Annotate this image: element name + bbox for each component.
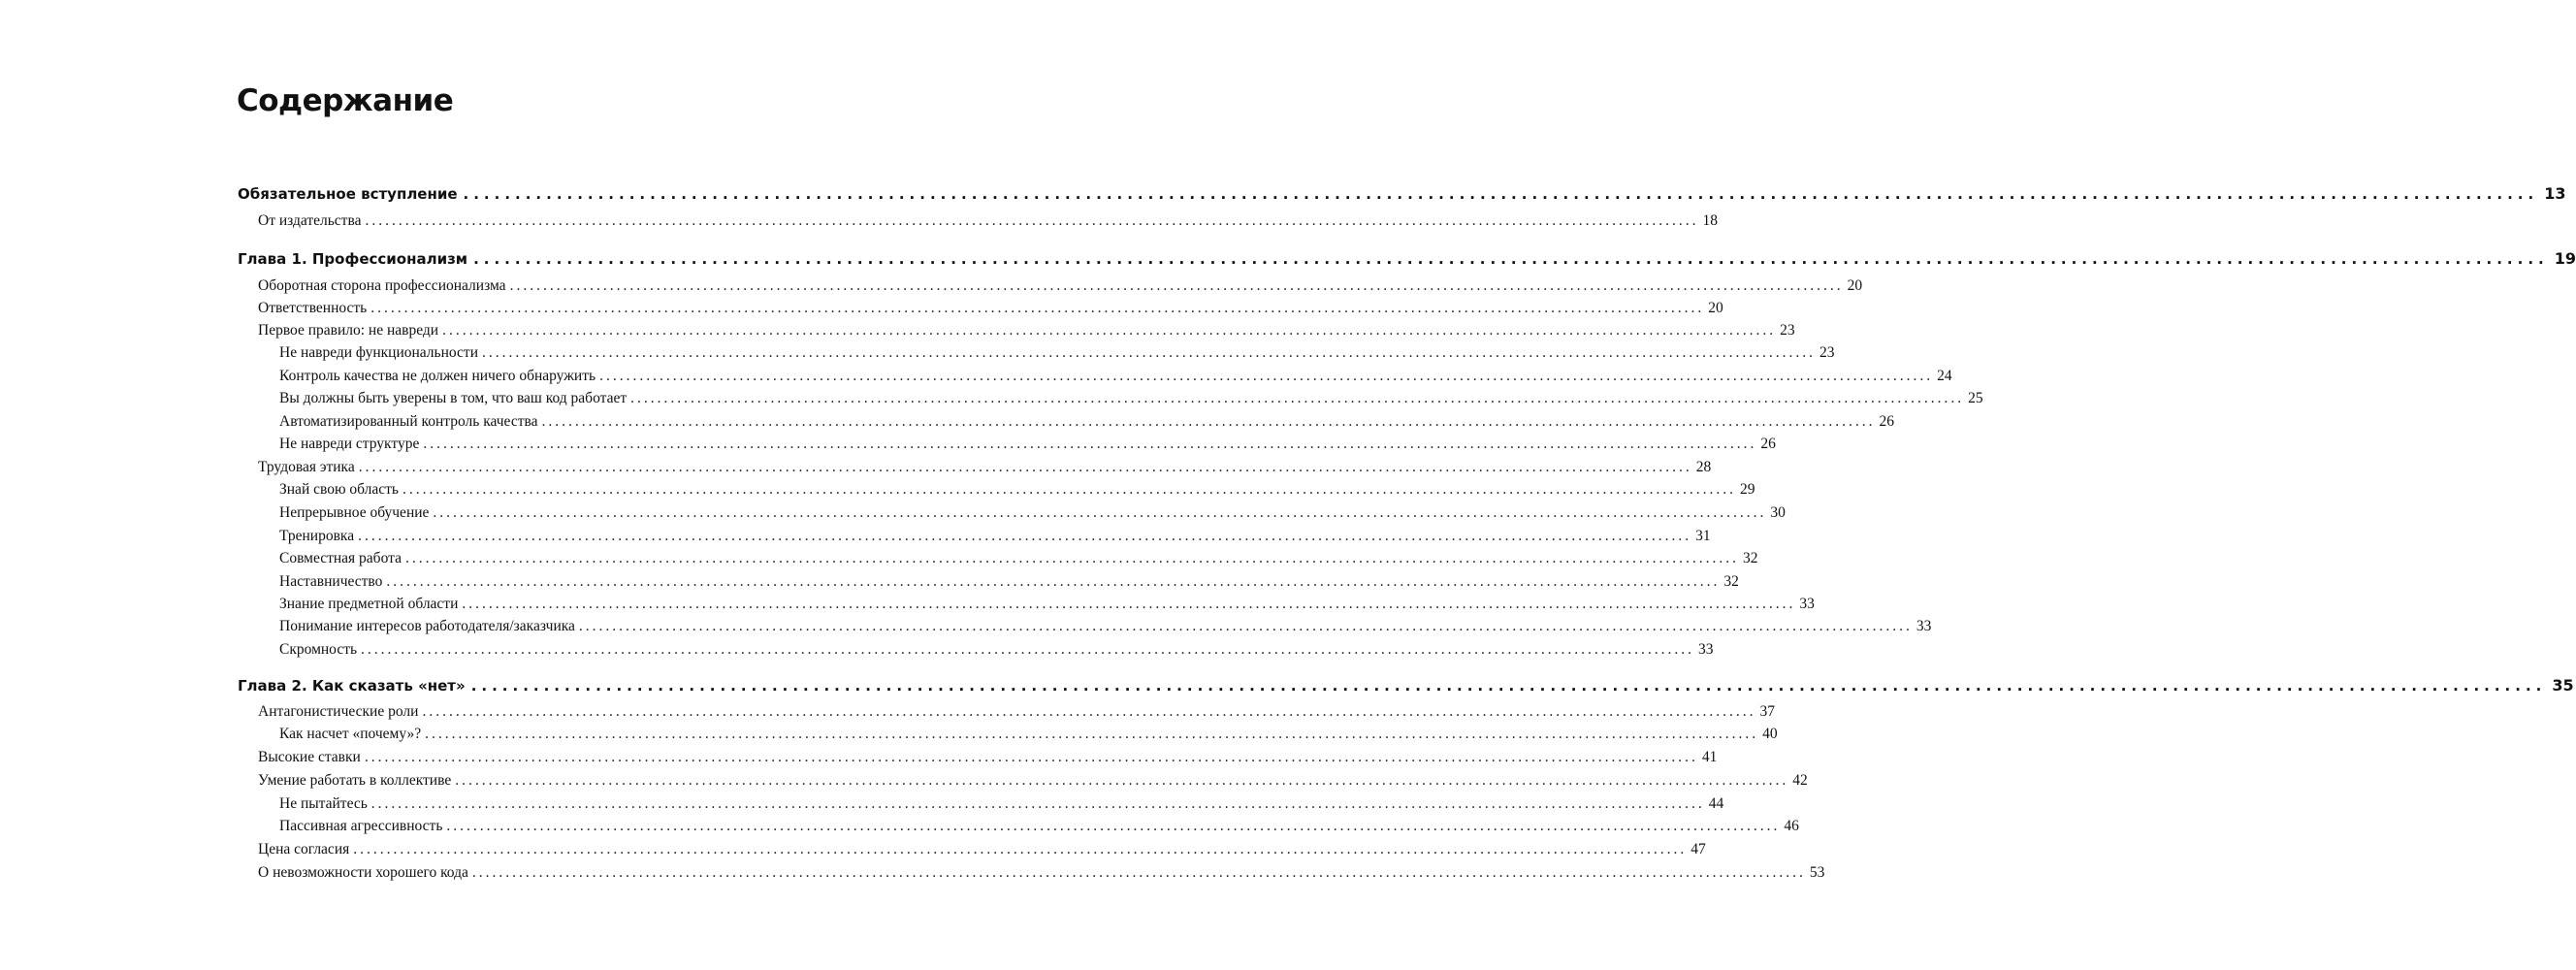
toc-entry-label: Наставничество [279, 573, 383, 590]
dot-leader: ........................................................................................................................................................................................................ [463, 185, 2539, 203]
toc-entry [258, 299, 1723, 318]
toc-entry-page-number: 33 [1916, 618, 1932, 634]
toc-entry-page-number: 32 [1742, 550, 1758, 566]
toc-entry-label: Глава 1. Профессионализм [238, 250, 468, 268]
toc-entry [279, 343, 1835, 363]
toc-entry-page-number: 31 [1695, 528, 1711, 544]
dot-leader: ........................................................................................................................................................................................................ [442, 322, 1777, 339]
toc-entry [279, 794, 1724, 814]
toc-entry [279, 817, 1799, 836]
dot-leader: ........................................................................................................................................................................................................ [364, 749, 1698, 765]
toc-entry-page-number: 28 [1695, 459, 1712, 475]
toc-entry-page-number: 24 [1937, 368, 1952, 384]
toc-entry [258, 321, 1795, 340]
dot-leader: ........................................................................................................................................................................................................ [370, 795, 1705, 812]
dot-leader: ........................................................................................................................................................................................................ [446, 818, 1781, 834]
toc-entry-page-number: 13 [2544, 184, 2566, 203]
toc-entry-label: Скромность [279, 641, 358, 658]
toc-entry-page-number: 53 [1809, 864, 1825, 881]
toc-entry-label: Совместная работа [279, 550, 402, 566]
toc-entry [279, 435, 1776, 454]
dot-leader: ........................................................................................................................................................................................................ [630, 390, 1965, 406]
toc-entry-label: Ответственность [258, 300, 368, 316]
toc-entry-label: Высокие ставки [258, 749, 361, 765]
toc-entry [279, 640, 1714, 660]
toc-entry-label: От издательства [258, 212, 362, 229]
toc-entry-page-number: 26 [1879, 413, 1894, 430]
toc-entry-label: Обязательное вступление [238, 185, 458, 203]
dot-leader: ........................................................................................................................................................................................................ [599, 368, 1934, 384]
toc-entry-page-number: 20 [1847, 277, 1863, 294]
toc-entry [279, 503, 1786, 523]
toc-entry-page-number: 23 [1780, 322, 1795, 339]
toc-chapter-entry [238, 676, 2574, 695]
toc-entry [279, 725, 1778, 744]
dot-leader: ........................................................................................................................................................................................................ [470, 677, 2547, 695]
toc-entry-page-number: 26 [1760, 436, 1776, 452]
toc-entry [279, 389, 1983, 408]
dot-leader: ........................................................................................................................................................................................................ [455, 772, 1789, 789]
dot-leader: ........................................................................................................................................................................................................ [471, 864, 1806, 881]
toc-entry-page-number: 41 [1701, 749, 1718, 765]
toc-entry-page-number: 40 [1762, 726, 1778, 742]
toc-entry [258, 771, 1808, 791]
toc-entry-label: Не навреди функциональности [279, 344, 478, 361]
toc-entry-label: Не навреди структуре [279, 436, 420, 452]
dot-leader: ........................................................................................................................................................................................................ [425, 726, 1759, 742]
dot-leader: ........................................................................................................................................................................................................ [433, 504, 1767, 521]
dot-leader: ........................................................................................................................................................................................................ [509, 277, 1844, 294]
toc-entry [279, 617, 1932, 636]
toc-entry [258, 458, 1712, 477]
toc-entry-label: О невозможности хорошего кода [258, 864, 468, 881]
toc-entry-page-number: 33 [1799, 596, 1815, 612]
toc-entry-label: Непрерывное обучение [279, 504, 430, 521]
toc-entry-page-number: 30 [1770, 504, 1786, 521]
toc-entry-page-number: 44 [1708, 795, 1724, 812]
dot-leader: ........................................................................................................................................................................................................ [422, 703, 1756, 720]
toc-entry [258, 702, 1775, 722]
dot-leader: ........................................................................................................................................................................................................ [462, 596, 1796, 612]
toc-entry-label: Знай свою область [279, 481, 399, 498]
toc-entry-label: Цена согласия [258, 841, 350, 857]
toc-entry-label: Как насчет «почему»? [279, 726, 422, 742]
toc-entry-page-number: 35 [2552, 676, 2574, 695]
toc-entry-page-number: 42 [1792, 772, 1808, 789]
toc-entry [279, 367, 1952, 386]
toc-entry [258, 211, 1718, 231]
toc-entry-label: Контроль качества не должен ничего обнаружить [279, 368, 596, 384]
toc-entry [279, 595, 1815, 614]
toc-entry-label: Знание предметной области [279, 596, 459, 612]
toc-entry-label: Умение работать в коллективе [258, 772, 452, 789]
toc-entry-label: Пассивная агрессивность [279, 818, 443, 834]
dot-leader: ........................................................................................................................................................................................................ [473, 250, 2549, 268]
toc-entry [258, 840, 1706, 859]
toc-entry-page-number: 29 [1740, 481, 1755, 498]
toc-entry-page-number: 25 [1968, 390, 1983, 406]
toc-entry-page-number: 46 [1784, 818, 1799, 834]
toc-entry-page-number: 23 [1819, 344, 1835, 361]
toc-chapter-entry [238, 184, 2566, 204]
toc-entry [258, 276, 1863, 296]
dot-leader: ........................................................................................................................................................................................................ [365, 212, 1699, 229]
dot-leader: ........................................................................................................................................................................................................ [358, 528, 1692, 544]
dot-leader: ........................................................................................................................................................................................................ [402, 481, 1736, 498]
dot-leader: ........................................................................................................................................................................................................ [361, 641, 1695, 658]
toc-entry-page-number: 33 [1698, 641, 1714, 658]
toc-entry-label: Антагонистические роли [258, 703, 419, 720]
dot-leader: ........................................................................................................................................................................................................ [404, 550, 1739, 566]
dot-leader: ........................................................................................................................................................................................................ [578, 618, 1913, 634]
toc-entry-label: Первое правило: не навреди [258, 322, 439, 339]
dot-leader: ........................................................................................................................................................................................................ [353, 841, 1688, 857]
toc-entry-label: Вы должны быть уверены в том, что ваш код работает [279, 390, 628, 406]
toc-entry-page-number: 18 [1702, 212, 1718, 229]
toc-entry-label: Не пытайтесь [279, 795, 368, 812]
toc-entry-label: Глава 2. Как сказать «нет» [238, 677, 466, 695]
toc-entry [279, 412, 1894, 432]
toc-entry-label: Трудовая этика [258, 459, 355, 475]
toc-entry [279, 527, 1711, 546]
dot-leader: ........................................................................................................................................................................................................ [482, 344, 1816, 361]
toc-entry-page-number: 32 [1723, 573, 1739, 590]
toc-entry-page-number: 47 [1690, 841, 1706, 857]
dot-leader: ........................................................................................................................................................................................................ [358, 459, 1692, 475]
dot-leader: ........................................................................................................................................................................................................ [370, 300, 1705, 316]
toc-entry-label: Тренировка [279, 528, 355, 544]
toc-entry-label: Автоматизированный контроль качества [279, 413, 538, 430]
toc-entry-page-number: 37 [1759, 703, 1775, 720]
toc-entry [258, 748, 1718, 767]
toc-entry [279, 549, 1758, 568]
dot-leader: ........................................................................................................................................................................................................ [541, 413, 1876, 430]
toc-entry [279, 572, 1739, 592]
toc-entry [258, 863, 1825, 883]
toc-chapter-entry [238, 249, 2576, 269]
toc-entry-page-number: 20 [1708, 300, 1723, 316]
toc-entry-label: Оборотная сторона профессионализма [258, 277, 506, 294]
toc-entry-page-number: 19 [2554, 249, 2576, 268]
dot-leader: ........................................................................................................................................................................................................ [423, 436, 1757, 452]
toc-entry [279, 480, 1755, 500]
toc-entry-label: Понимание интересов работодателя/заказчика [279, 618, 575, 634]
dot-leader: ........................................................................................................................................................................................................ [386, 573, 1721, 590]
page-title: Содержание [237, 83, 454, 118]
